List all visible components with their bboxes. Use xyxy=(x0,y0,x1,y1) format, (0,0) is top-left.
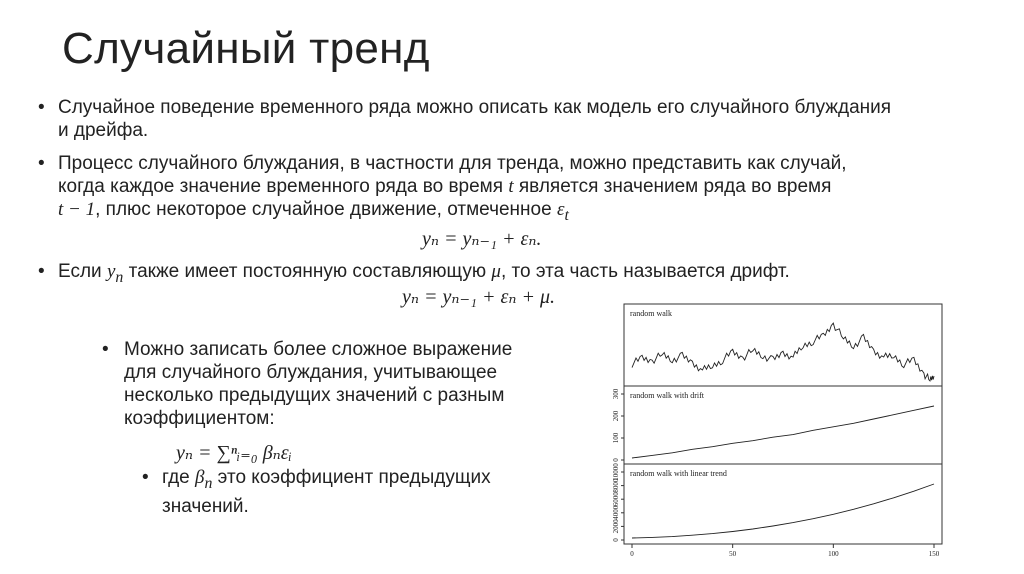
y-tick-label-2-4: 8000 xyxy=(612,478,620,493)
y-tick-label-2-1: 2000 xyxy=(612,519,620,534)
y-tick-label-2-3: 6000 xyxy=(612,492,620,507)
y-tick-label-1-1: 100 xyxy=(612,432,620,444)
bullet-2 xyxy=(36,152,896,227)
sub-bullet-list xyxy=(140,466,540,528)
var-y: y xyxy=(106,261,116,282)
var-mu: μ xyxy=(491,261,501,282)
x-tick-label-2: 100 xyxy=(828,550,839,558)
series-line-2 xyxy=(632,484,934,538)
var-beta: β xyxy=(195,467,205,488)
x-tick-label-0: 0 xyxy=(630,550,634,558)
panel-title-1: random walk with drift xyxy=(630,391,704,400)
y-tick-label-2-5: 10000 xyxy=(612,463,620,481)
series-line-0 xyxy=(632,323,934,381)
bullet-2-text-c: , плюс некоторое случайное движение, отмеченное xyxy=(95,199,557,220)
bullet-list-3 xyxy=(100,338,550,440)
sub-bullet-text-a: где xyxy=(162,467,196,488)
x-tick-label-3: 150 xyxy=(928,550,940,558)
sub-bullet xyxy=(140,466,540,518)
x-tick-label-1: 50 xyxy=(729,550,737,558)
var-t: t xyxy=(508,176,514,197)
bullet-2-text-a: Процесс случайного блуждания, в частности для тренда, можно представить как случай, когда каждое значение временного ряда во время xyxy=(58,153,847,197)
bullet-3-text-b: также имеет постоянную составляющую xyxy=(123,261,492,282)
bullet-list xyxy=(36,96,896,237)
formula-random-walk-drift: yₙ = yₙ₋₁ + εₙ + μ. xyxy=(402,286,555,308)
random-walk-chart xyxy=(596,296,952,566)
var-epsilon-sub: t xyxy=(564,206,569,224)
bullet-2-text-b: является значением ряда во время xyxy=(513,176,832,197)
slide-title: Случайный тренд xyxy=(62,24,430,73)
bullet-3-text-a: Если xyxy=(58,261,107,282)
random-walk-chart-svg xyxy=(596,296,952,566)
y-tick-label-1-2: 200 xyxy=(612,410,620,422)
y-tick-label-2-0: 0 xyxy=(612,538,620,542)
var-beta-sub: n xyxy=(204,474,213,492)
series-line-1 xyxy=(632,406,934,458)
formula-general: yₙ = ∑ⁿᵢ₌₀ βₙεᵢ xyxy=(176,442,292,464)
panel-title-2: random walk with linear trend xyxy=(630,469,727,478)
panel-title-0: random walk xyxy=(630,309,672,318)
bullet-3-text-c: , то эта часть называется дрифт. xyxy=(500,261,790,282)
y-tick-label-1-3: 300 xyxy=(612,388,620,400)
y-tick-label-1-0: 0 xyxy=(612,458,620,462)
sub-bullet-text-b: это коэффициент предыдущих значений. xyxy=(162,467,491,517)
y-tick-label-2-2: 4000 xyxy=(612,505,620,520)
formula-random-walk: yₙ = yₙ₋₁ + εₙ. xyxy=(422,228,542,250)
var-epsilon: ε xyxy=(556,199,565,220)
var-t-minus-1: t − 1 xyxy=(58,199,96,220)
bullet-4: • Можно записать более сложное выражение для случайного блуждания, учитывающее несколько предыдущих значений с разным коэффициентом: xyxy=(100,338,550,430)
var-y-sub: n xyxy=(115,268,124,286)
bullet-1: • Случайное поведение временного ряда можно описать как модель его случайного блуждания и дрейфа. xyxy=(36,96,896,142)
